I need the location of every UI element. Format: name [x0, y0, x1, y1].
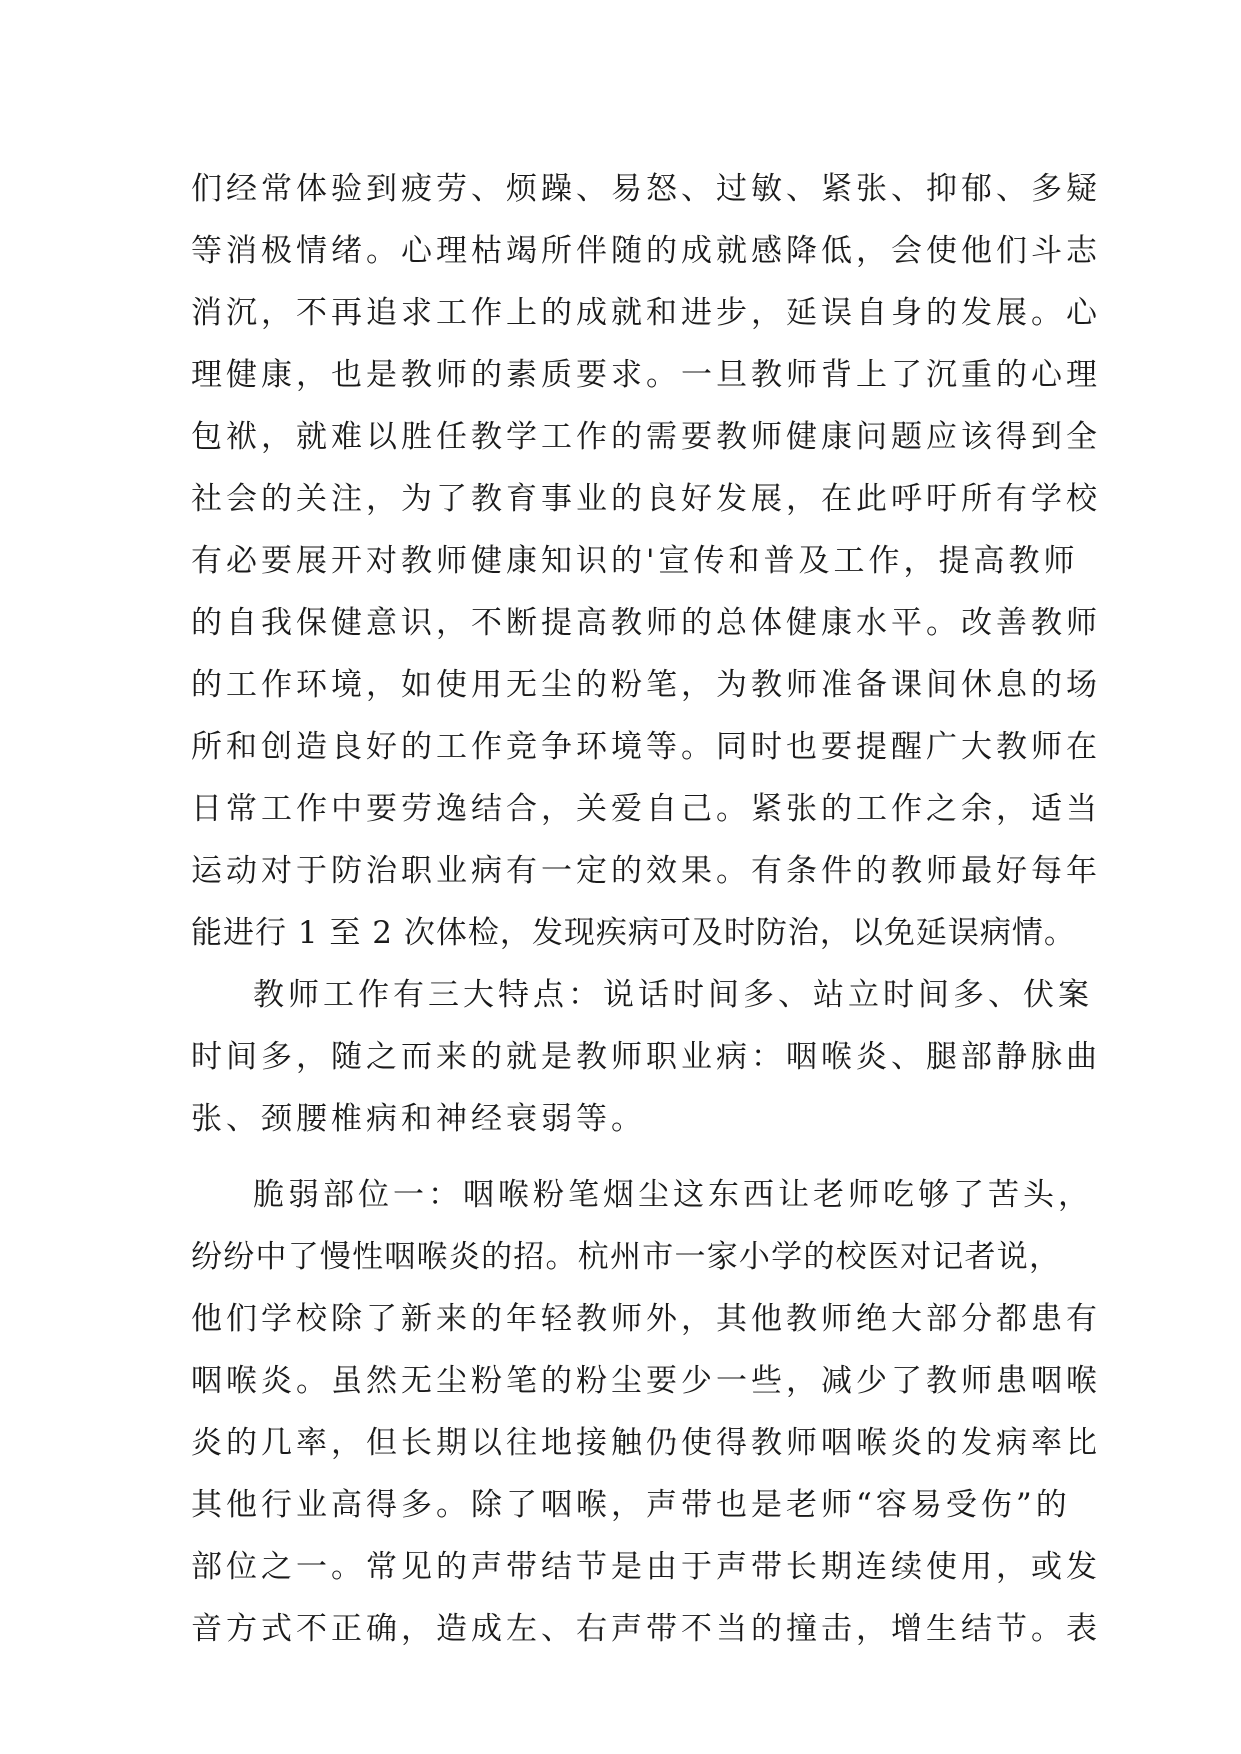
text-line: 日常工作中要劳逸结合，关爱自己。紧张的工作之余，适当 — [191, 791, 1101, 827]
text-line: 理健康，也是教师的素质要求。一旦教师背上了沉重的心理 — [191, 357, 1101, 393]
text-line: 炎的几率，但长期以往地接触仍使得教师咽喉炎的发病率比 — [191, 1425, 1101, 1461]
text-line: 包袱，就难以胜任教学工作的需要教师健康问题应该得到全 — [191, 419, 1101, 455]
text-line: 教师工作有三大特点：说话时间多、站立时间多、伏案 — [253, 977, 1093, 1013]
text-line: 部位之一。常见的声带结节是由于声带长期连续使用，或发 — [191, 1549, 1101, 1585]
text-line: 的工作环境，如使用无尘的粉笔，为教师准备课间休息的场 — [191, 667, 1101, 703]
text-line: 社会的关注，为了教育事业的良好发展，在此呼吁所有学校 — [191, 481, 1101, 517]
paragraph-3 — [191, 1164, 1101, 1660]
text-line: 的自我保健意识，不断提高教师的总体健康水平。改善教师 — [191, 605, 1101, 641]
text-line: 等消极情绪。心理枯竭所伴随的成就感降低，会使他们斗志 — [191, 233, 1101, 269]
text-line: 们经常体验到疲劳、烦躁、易怒、过敏、紧张、抑郁、多疑 — [191, 171, 1101, 207]
text-line: 消沉，不再追求工作上的成就和进步，延误自身的发展。心 — [191, 295, 1101, 331]
text-line: 他们学校除了新来的年轻教师外，其他教师绝大部分都患有 — [191, 1301, 1101, 1337]
text-line: 纷纷中了慢性咽喉炎的招。杭州市一家小学的校医对记者说， — [191, 1239, 1061, 1275]
text-line: 咽喉炎。虽然无尘粉笔的粉尘要少一些，减少了教师患咽喉 — [191, 1363, 1101, 1399]
text-line: 其他行业高得多。除了咽喉，声带也是老师“容易受伤”的 — [191, 1487, 1071, 1523]
text-line: 运动对于防治职业病有一定的效果。有条件的教师最好每年 — [191, 853, 1101, 889]
paragraph-1 — [191, 158, 1101, 964]
text-line: 所和创造良好的工作竞争环境等。同时也要提醒广大教师在 — [191, 729, 1101, 765]
text-line: 脆弱部位一：咽喉粉笔烟尘这东西让老师吃够了苦头， — [253, 1177, 1093, 1213]
text-line: 能进行 1 至 2 次体检，发现疾病可及时防治，以免延误病情。 — [191, 915, 1076, 951]
document-body — [191, 158, 1101, 1660]
text-line: 音方式不正确，造成左、右声带不当的撞击，增生结节。表 — [191, 1611, 1101, 1647]
text-line: 张、颈腰椎病和神经衰弱等。 — [191, 1101, 646, 1137]
paragraph-spacer — [191, 1150, 1061, 1164]
text-line: 有必要展开对教师健康知识的'宣传和普及工作，提高教师 — [191, 543, 1079, 579]
paragraph-2 — [191, 964, 1101, 1150]
text-line: 时间多，随之而来的就是教师职业病：咽喉炎、腿部静脉曲 — [191, 1039, 1101, 1075]
